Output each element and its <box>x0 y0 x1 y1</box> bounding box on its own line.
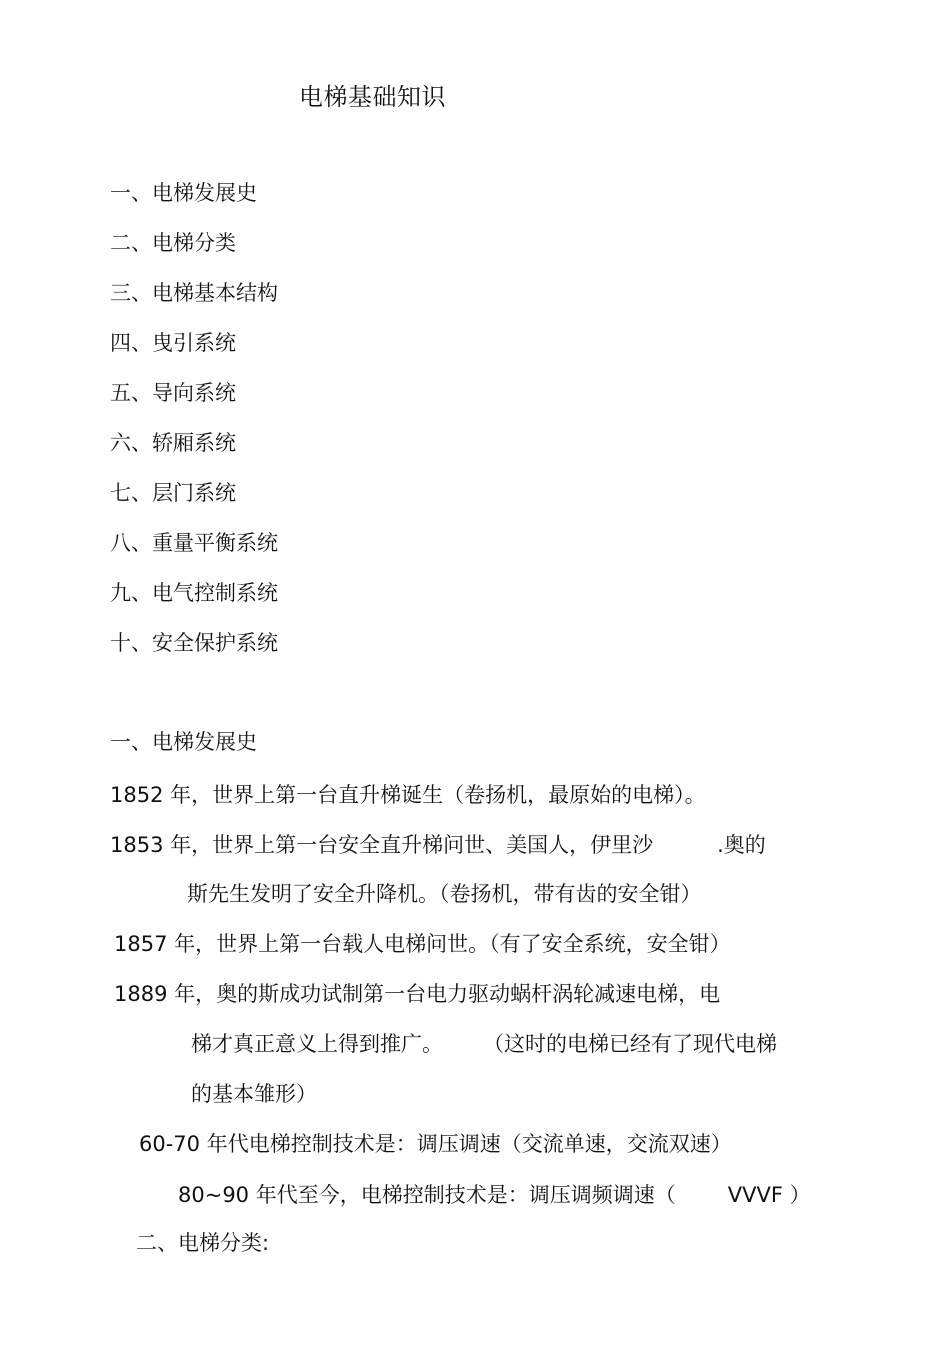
paragraph-1857: 1857 年，世界上第一台载人电梯问世。（有了安全系统，安全钳） <box>114 932 731 956</box>
paragraph-1889-text-b: 梯才真正意义上得到推广。 <box>191 1032 443 1056</box>
toc-item: 三、电梯基本结构 <box>110 281 278 305</box>
paragraph-1889-line1: 1889 年，奥的斯成功试制第一台电力驱动蜗杆涡轮减速电梯，电 <box>114 982 721 1006</box>
paragraph-1853-text-b: .奥的 <box>717 833 766 857</box>
section-heading-history: 一、电梯发展史 <box>110 730 257 754</box>
paragraph-60-70s: 60-70 年代电梯控制技术是：调压调速（交流单速，交流双速） <box>139 1132 732 1156</box>
toc-item: 六、轿厢系统 <box>110 431 236 455</box>
paragraph-80-90s-text-a: 80~90 年代至今，电梯控制技术是：调压调频调速（ <box>178 1183 676 1207</box>
paragraph-1852: 1852 年，世界上第一台直升梯诞生（卷扬机，最原始的电梯）。 <box>110 783 706 807</box>
toc-item: 一、电梯发展史 <box>110 181 257 205</box>
toc-item: 五、导向系统 <box>110 381 236 405</box>
toc-item: 四、曳引系统 <box>110 331 236 355</box>
paragraph-1853-line2: 斯先生发明了安全升降机。（卷扬机，带有齿的安全钳） <box>187 882 702 906</box>
toc-item: 二、电梯分类 <box>110 231 236 255</box>
paragraph-80-90s <box>178 1180 811 1210</box>
paragraph-1889-text-c: （这时的电梯已经有了现代电梯 <box>483 1032 777 1056</box>
paragraph-1853-text-a: 1853 年，世界上第一台安全直升梯问世、美国人，伊里沙 <box>110 833 654 857</box>
toc-item: 七、层门系统 <box>110 481 236 505</box>
paragraph-1853-line1 <box>110 830 766 860</box>
document-title: 电梯基础知识 <box>299 83 446 111</box>
toc-item: 九、电气控制系统 <box>110 581 278 605</box>
toc-item: 十、安全保护系统 <box>110 631 278 655</box>
section-heading-classification: 二、电梯分类: <box>136 1231 270 1255</box>
toc-item: 八、重量平衡系统 <box>110 531 278 555</box>
paragraph-1889-line2 <box>191 1029 777 1059</box>
paragraph-1889-line3: 的基本雏形） <box>191 1082 317 1106</box>
paragraph-80-90s-text-b: VVVF ） <box>727 1183 811 1207</box>
